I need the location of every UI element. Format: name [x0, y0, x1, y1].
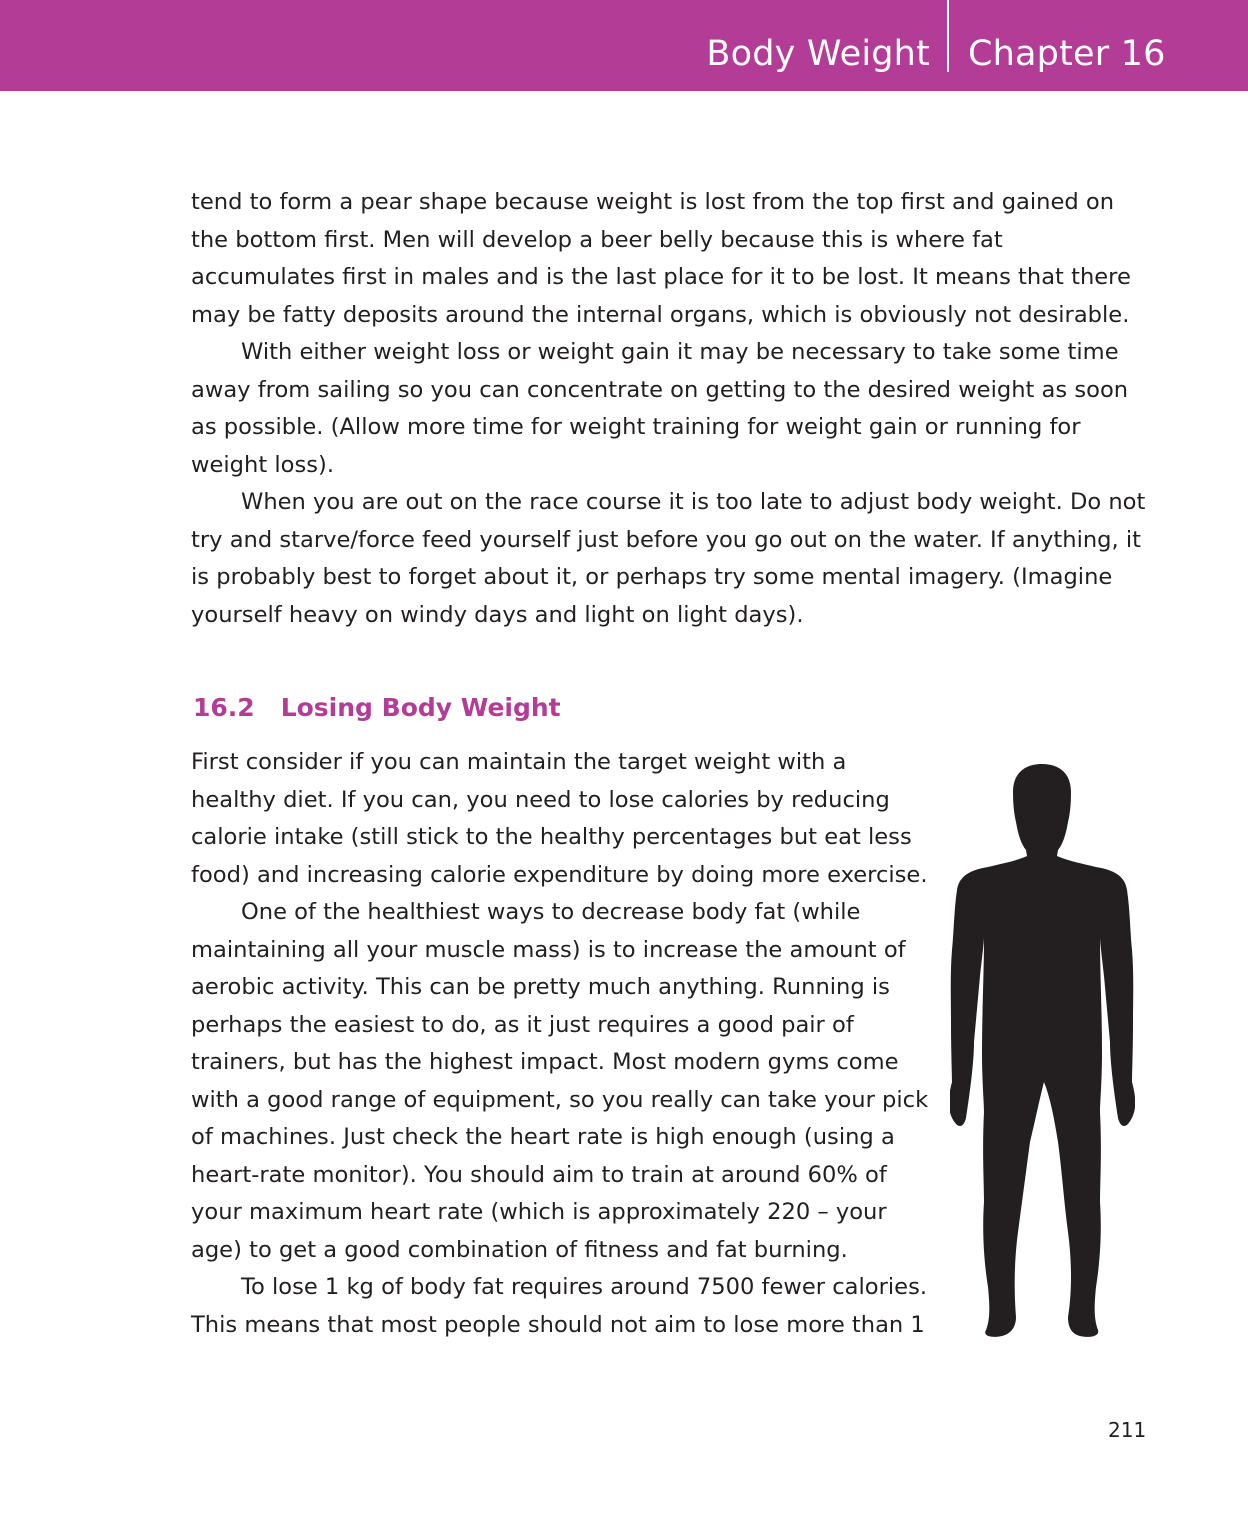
human-silhouette-icon	[950, 762, 1135, 1340]
running-head-section-title: Body Weight	[706, 34, 930, 74]
running-head-chapter-label: Chapter 16	[968, 34, 1166, 74]
body-paragraph: To lose 1 kg of body fat requires around 7500 fewer calories. This means that most people should not aim to lose more than 1	[191, 1274, 928, 1338]
body-paragraph: One of the healthiest ways to decrease body fat (while maintaining all your muscle mass) is to increase the amount of aerobic activity. This can be pretty much anything. Running is perhaps the easiest to do, as it just requires a good pair of trainers, but has the highest impact. Most modern gyms come with a good range of equipment, so you really can take your pick of machines. Just check the heart rate is high enough (using a heart-rate monitor). You should aim to train at around 60% of your maximum heart rate (which is approximately 220 – your age) to get a good combination of fitness and fat burning.	[191, 899, 929, 1263]
header-divider	[947, 0, 949, 72]
section-heading	[193, 693, 561, 722]
section-number: 16.2	[193, 693, 255, 722]
page-number: 211	[1108, 1418, 1147, 1442]
body-paragraph: When you are out on the race course it is too late to adjust body weight. Do not try and starve/force feed yourself just before you go out on the water. If anything, it is probably best to forget about it, or perhaps try some mental imagery. (Imagine yourself heavy on windy days and light on light days).	[191, 489, 1146, 628]
body-paragraph: tend to form a pear shape because weight is lost from the top first and gained on the bottom first. Men will develop a beer belly because this is where fat accumulates first in males and is the last place for it to be lost. It means that there may be fatty deposits around the internal organs, which is obviously not desirable.	[191, 189, 1131, 328]
section-title: Losing Body Weight	[280, 693, 561, 722]
body-paragraph: With either weight loss or weight gain it may be necessary to take some time away from sailing so you can concentrate on getting to the desired weight as soon as possible. (Allow more time for weight training for weight gain or running for weight loss).	[191, 339, 1129, 478]
body-paragraph: First consider if you can maintain the target weight with a healthy diet. If you can, you need to lose calories by reducing calorie intake (still stick to the healthy percentages but eat less food) and increasing calorie expenditure by doing more exercise.	[191, 749, 928, 888]
chapter-header-band	[0, 0, 1248, 91]
